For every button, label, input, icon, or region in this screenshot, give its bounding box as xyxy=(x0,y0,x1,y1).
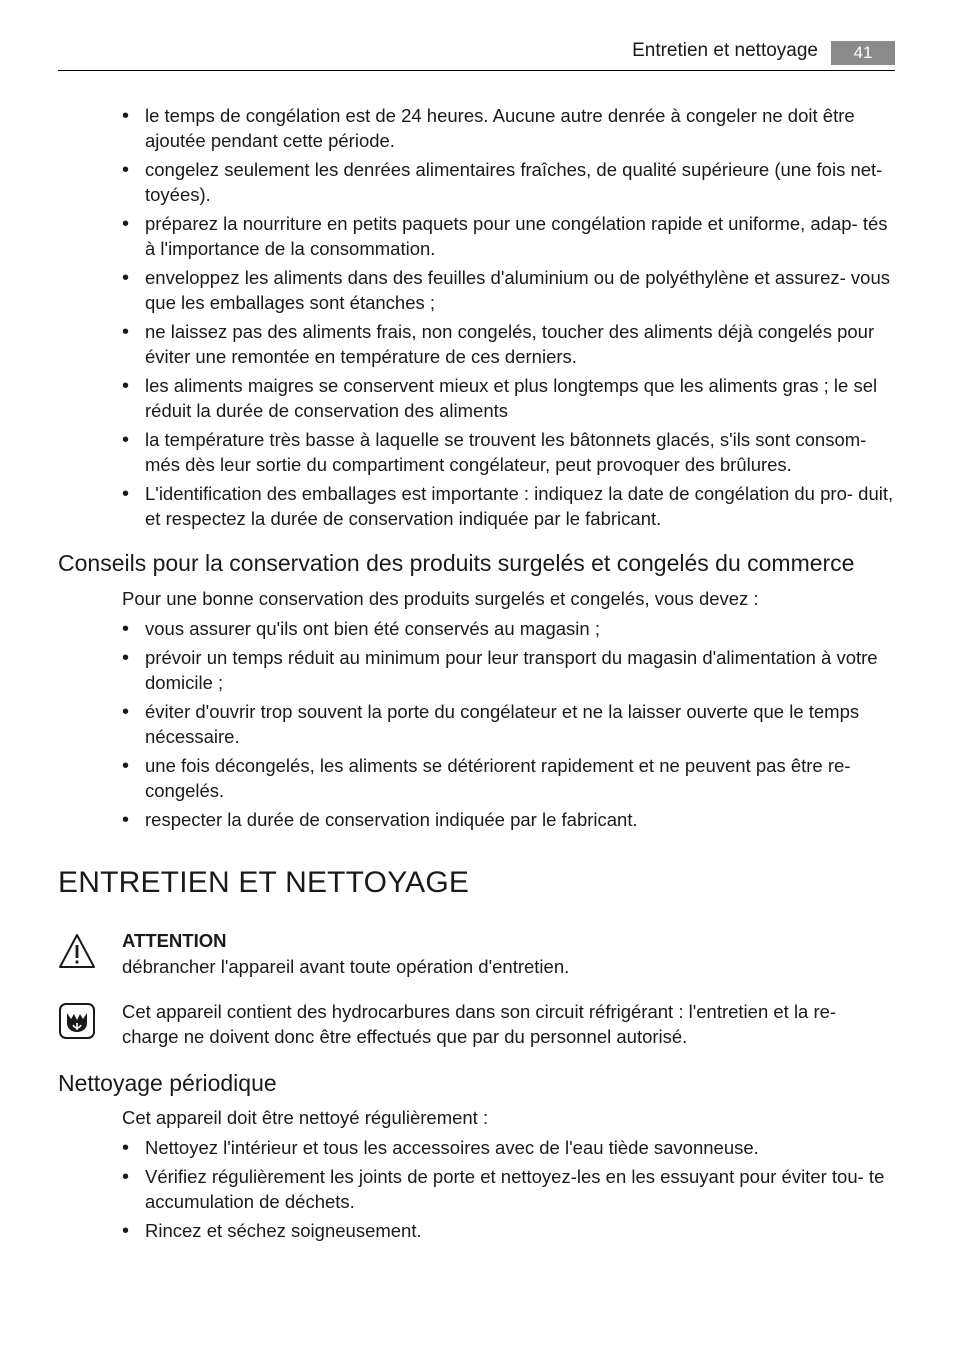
list-item: • congelez seulement les denrées alimentaires fraîches, de qualité supérieure (une fois net- toyées). xyxy=(122,158,902,207)
list-item: • les aliments maigres se conservent mieux et plus longtemps que les aliments gras ; le sel réduit la durée de conservation des aliments xyxy=(122,374,902,423)
section-title: ENTRETIEN ET NETTOYAGE xyxy=(58,866,470,899)
list-item: • le temps de congélation est de 24 heures. Aucune autre denrée à congeler ne doit être ajoutée pendant cette période. xyxy=(122,104,902,153)
attention-text: débrancher l'appareil avant toute opération d'entretien. xyxy=(122,956,570,977)
list-item: • éviter d'ouvrir trop souvent la porte du congélateur et ne la laisser ouverte que le temps nécessaire. xyxy=(122,700,902,749)
header-divider xyxy=(58,70,895,71)
freezing-tips xyxy=(122,104,902,536)
list-item: • une fois décongelés, les aliments se détériorent rapidement et ne peuvent pas être re- congelés. xyxy=(122,754,902,803)
list-item: • vous assurer qu'ils ont bien été conservés au magasin ; xyxy=(122,617,902,642)
list-item: • Vérifiez régulièrement les joints de porte et nettoyez-les en les essuyant pour éviter tou- te accumulation de déchets. xyxy=(122,1165,902,1214)
list-item: • préparez la nourriture en petits paquets pour une congélation rapide et uniforme, adap- tés à l'importance de la consommation. xyxy=(122,212,902,261)
storage-list xyxy=(122,617,902,833)
list-item: • prévoir un temps réduit au minimum pour leur transport du magasin d'alimentation à votre domicile ; xyxy=(122,646,902,695)
freezing-list xyxy=(122,104,902,531)
list-item: • L'identification des emballages est importante : indiquez la date de congélation du pro- duit, et respectez la durée de conservation indiquée par le fabricant. xyxy=(122,482,902,531)
warning-triangle-icon xyxy=(58,932,96,970)
periodic-cleaning-intro: Cet appareil doit être nettoyé régulièrement : xyxy=(122,1107,489,1128)
list-item: • la température très basse à laquelle se trouvent les bâtonnets glacés, s'ils sont consom- més dès leur sortie du compartiment congélateur, peut provoquer des brûlures. xyxy=(122,428,902,477)
periodic-cleaning-heading: Nettoyage périodique xyxy=(58,1070,277,1096)
storage-section xyxy=(122,587,902,838)
header-title: Entretien et nettoyage xyxy=(632,40,818,61)
list-item: • ne laissez pas des aliments frais, non congelés, toucher des aliments déjà congelés pour éviter une remontée en température de ces derniers. xyxy=(122,320,902,369)
attention-title: ATTENTION xyxy=(122,930,227,951)
list-item: • respecter la durée de conservation indiquée par le fabricant. xyxy=(122,808,902,833)
list-item: • Rincez et séchez soigneusement. xyxy=(122,1219,902,1244)
list-item: • enveloppez les aliments dans des feuilles d'aluminium ou de polyéthylène et assurez- vous que les emballages sont étanches ; xyxy=(122,266,902,315)
periodic-cleaning-list xyxy=(122,1136,902,1244)
page-number: 41 xyxy=(831,41,895,65)
storage-heading: Conseils pour la conservation des produits surgelés et congelés du commerce xyxy=(58,550,855,576)
list-item: • Nettoyez l'intérieur et tous les accessoires avec de l'eau tiède savonneuse. xyxy=(122,1136,902,1161)
periodic-cleaning-section xyxy=(122,1106,902,1249)
environment-info-icon xyxy=(58,1002,96,1040)
storage-intro: Pour une bonne conservation des produits surgelés et congelés, vous devez : xyxy=(122,588,759,609)
hydrocarbon-note: Cet appareil contient des hydrocarbures dans son circuit réfrigérant : l'entretien et la re- charge ne doivent donc être effectués que par du personnel autorisé. xyxy=(122,1001,837,1047)
